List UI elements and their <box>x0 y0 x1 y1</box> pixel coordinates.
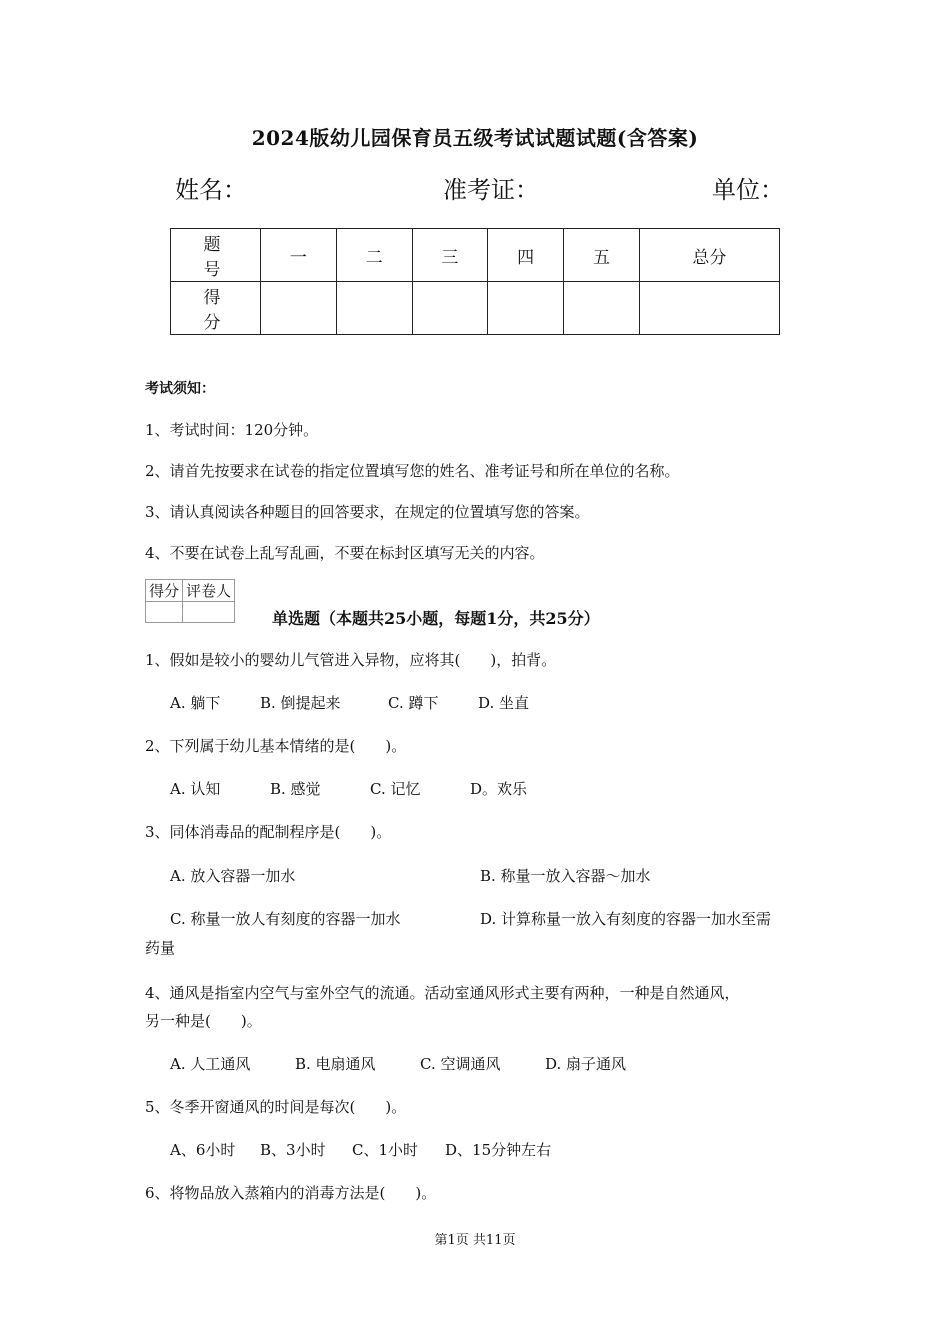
question-stem: 6、将物品放入蒸箱内的消毒方法是( )。 <box>145 1184 437 1202</box>
question-option: A、6小时 <box>170 1141 236 1159</box>
score-header-cell: 三 <box>412 229 488 282</box>
grader-score-label: 得分 <box>146 580 183 602</box>
score-cell <box>639 282 779 335</box>
question-stem: 5、冬季开窗通风的时间是每次( )。 <box>145 1098 407 1116</box>
notice-item: 4、不要在试卷上乱写乱画，不要在标封区填写无关的内容。 <box>145 544 545 562</box>
question-option: B. 感觉 <box>270 780 321 798</box>
section-heading: 单选题（本题共25小题，每题1分，共25分） <box>272 609 600 628</box>
score-cell <box>412 282 488 335</box>
grader-reviewer-label: 评卷人 <box>183 580 235 602</box>
score-header-cell: 二 <box>336 229 412 282</box>
page-footer: 第1页 共11页 <box>434 1233 516 1248</box>
notice-item: 2、请首先按要求在试卷的指定位置填写您的姓名、准考证号和所在单位的名称。 <box>145 462 680 480</box>
question-option: C. 空调通风 <box>420 1055 501 1073</box>
score-header-cell: 五 <box>564 229 640 282</box>
question-stem: 2、下列属于幼儿基本情绪的是( )。 <box>145 737 407 755</box>
score-cell <box>488 282 564 335</box>
question-option: A. 人工通风 <box>170 1055 251 1073</box>
question-option: C、1小时 <box>352 1141 419 1159</box>
question-option: B. 称量一放入容器～加水 <box>480 867 651 885</box>
grader-box <box>145 579 235 623</box>
question-option: A. 认知 <box>170 780 221 798</box>
candidate-info-row <box>175 170 785 204</box>
question-option: D、15分钟左右 <box>445 1141 552 1159</box>
question-option: B. 电扇通风 <box>295 1055 376 1073</box>
question-option: C. 蹲下 <box>388 694 439 712</box>
question-option: C. 记忆 <box>370 780 421 798</box>
question-stem-continuation: 另一种是( )。 <box>145 1012 262 1030</box>
unit-label: 单位： <box>712 176 784 204</box>
question-option: A. 躺下 <box>170 694 221 712</box>
notice-item: 3、请认真阅读各种题目的回答要求，在规定的位置填写您的答案。 <box>145 503 590 521</box>
score-header-cell: 题 号 <box>171 229 261 282</box>
score-cell <box>336 282 412 335</box>
question-stem: 3、同体消毒品的配制程序是( )。 <box>145 823 392 841</box>
question-option: B. 倒提起来 <box>260 694 341 712</box>
question-option: D. 计算称量一放入有刻度的容器一加水至需 <box>480 910 772 928</box>
score-table <box>170 228 780 335</box>
grader-score-cell <box>146 602 183 623</box>
page-title: 2024版幼儿园保育员五级考试试题试题(含答案) <box>251 126 699 150</box>
notice-item: 1、考试时间：120分钟。 <box>145 421 319 439</box>
question-option: C. 称量一放人有刻度的容器一加水 <box>170 910 401 928</box>
grader-reviewer-cell <box>183 602 235 623</box>
question-option: A. 放入容器一加水 <box>170 867 296 885</box>
name-label: 姓名： <box>175 176 247 204</box>
score-header-cell: 一 <box>261 229 337 282</box>
score-table-header-row <box>171 229 780 282</box>
question-stem: 4、通风是指室内空气与室外空气的流通。活动室通风形式主要有两种，一种是自然通风， <box>145 984 740 1002</box>
score-header-cell: 四 <box>488 229 564 282</box>
notice-title: 考试须知： <box>145 381 215 397</box>
question-option: D。欢乐 <box>470 780 528 798</box>
question-stem: 1、假如是较小的婴幼儿气管进入异物，应将其( )，拍背。 <box>145 651 557 669</box>
score-header-cell: 总分 <box>639 229 779 282</box>
score-cell <box>564 282 640 335</box>
question-option: D. 坐直 <box>478 694 530 712</box>
question-option: B、3小时 <box>260 1141 326 1159</box>
question-option: D. 扇子通风 <box>545 1055 627 1073</box>
question-option-continuation: 药量 <box>145 939 176 957</box>
exam-id-label: 准考证： <box>443 176 539 204</box>
score-row-label: 得 分 <box>171 282 261 335</box>
score-table-score-row <box>171 282 780 335</box>
